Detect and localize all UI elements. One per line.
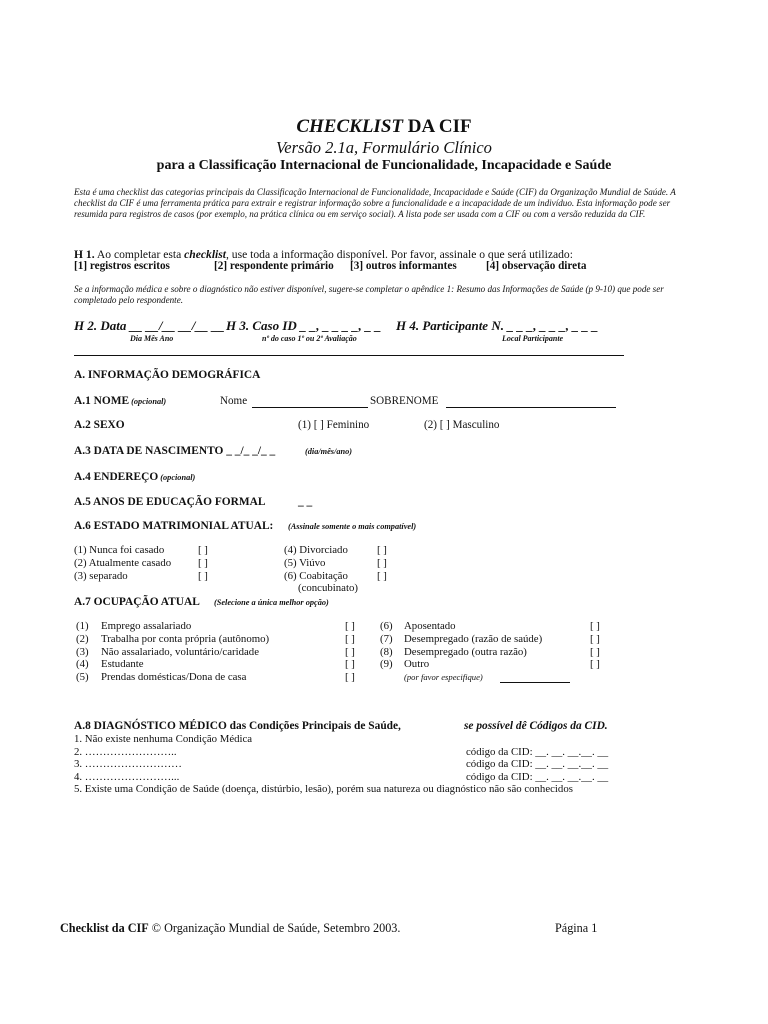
a3-note: (dia/mês/ano) (305, 447, 353, 456)
a6-checkbox-1[interactable]: [ ] (198, 544, 208, 556)
divider (74, 355, 624, 356)
a7-checkbox-3[interactable]: [ ] (345, 646, 355, 658)
a8-line-5[interactable]: 5. Existe uma Condição de Saúde (doença, distúrbio, lesão), porém sua natureza ou diagnóstico não são conhecidos (74, 783, 573, 795)
a6-checkbox-4[interactable]: [ ] (377, 544, 387, 556)
a6-checkbox-5[interactable]: [ ] (377, 557, 387, 569)
a7-option-5: Prendas domésticas/Dona de casa (101, 671, 247, 683)
a7-num-4: (4) (76, 658, 89, 670)
a7-option-6: Aposentado (404, 620, 456, 632)
a7-checkbox-4[interactable]: [ ] (345, 658, 355, 670)
a6-option-5: (5) Viúvo (284, 557, 326, 569)
a7-option-8: Desempregado (outra razão) (404, 646, 527, 658)
a7-checkbox-6[interactable]: [ ] (590, 620, 600, 632)
a7-checkbox-1[interactable]: [ ] (345, 620, 355, 632)
a2-masculino-option[interactable]: (2) [ ] Masculino (424, 419, 500, 431)
a7-checkbox-2[interactable]: [ ] (345, 633, 355, 645)
a1-nome-label: Nome (220, 395, 248, 407)
a7-num-7: (7) (380, 633, 393, 645)
a6-option-6: (6) Coabitação (284, 570, 348, 582)
a7-option-7: Desempregado (razão de saúde) (404, 633, 543, 645)
a7-note: (Selecione a única melhor opção) (214, 598, 329, 607)
a7-num-2: (2) (76, 633, 89, 645)
a1-label (74, 395, 166, 407)
a3-label[interactable]: A.3 DATA DE NASCIMENTO _ _/_ _/_ _ (74, 445, 276, 457)
a7-num-3: (3) (76, 646, 89, 658)
a7-option-4: Estudante (101, 658, 144, 670)
a5-label: A.5 ANOS DE EDUCAÇÃO FORMAL (74, 496, 266, 508)
a7-option-2: Trabalha por conta própria (autônomo) (101, 633, 270, 645)
a7-specify-label: (por favor especifique) (404, 672, 483, 682)
a8-cid-2[interactable]: código da CID: __. __. __.__. __ (466, 746, 609, 758)
page-title (0, 116, 768, 138)
a1-sobrenome-input[interactable] (446, 407, 616, 408)
a6-option-3: (3) separado (74, 570, 128, 582)
a7-checkbox-9[interactable]: [ ] (590, 658, 600, 670)
h1-label: H 1. (74, 248, 95, 261)
footer-bold: Checklist da CIF (60, 921, 149, 935)
a7-checkbox-5[interactable]: [ ] (345, 671, 355, 683)
a7-label: A.7 OCUPAÇÃO ATUAL (74, 596, 200, 608)
a7-checkbox-8[interactable]: [ ] (590, 646, 600, 658)
a2-label: A.2 SEXO (74, 419, 125, 431)
a7-checkbox-7[interactable]: [ ] (590, 633, 600, 645)
h4-participant-field[interactable]: H 4. Participante N. _ _ _, _ _ _, _ _ _ (396, 318, 599, 333)
a7-num-5: (5) (76, 671, 89, 683)
a8-line-1[interactable]: 1. Não existe nenhuma Condição Médica (74, 733, 253, 745)
a7-option-9: Outro (404, 658, 430, 670)
a8-cid-3[interactable]: código da CID: __. __. __.__. __ (466, 758, 609, 770)
a5-value-field[interactable]: _ _ (298, 496, 313, 508)
h4-sublabel: Local Participante (502, 334, 564, 343)
a1-nome-input[interactable] (252, 407, 368, 408)
a6-option-2: (2) Atualmente casado (74, 557, 172, 569)
a7-num-6: (6) (380, 620, 393, 632)
a8-line-2[interactable]: 2. …………………….. (74, 746, 177, 758)
a4-label (74, 471, 195, 483)
a1-note: (opcional) (129, 397, 167, 406)
version-subtitle: Versão 2.1a, Formulário Clínico (276, 138, 492, 157)
a8-note: se possível dê Códigos da CID. (464, 720, 608, 732)
h1-option-1[interactable]: [1] registros escritos (74, 260, 170, 272)
h1-option-2[interactable]: [2] respondente primário (214, 260, 334, 272)
a6-option-6-detail: (concubinato) (298, 582, 358, 594)
a7-num-8: (8) (380, 646, 393, 658)
title-rest: DA CIF (403, 116, 472, 137)
section-a-title: A. INFORMAÇÃO DEMOGRÁFICA (74, 369, 261, 381)
h3-case-id-field[interactable]: H 3. Caso ID _ _, _ _ _ _, _ _ (226, 318, 382, 333)
a6-note: (Assinale somente o mais compatível) (288, 522, 417, 531)
footer-copyright (60, 921, 400, 936)
a4-label-text: A.4 ENDEREÇO (74, 471, 159, 483)
a8-line-4[interactable]: 4. ……………………... (74, 771, 180, 783)
h2-date-field[interactable]: H 2. Data __ __/__ __/__ __ (74, 318, 225, 333)
a7-specify-input[interactable] (500, 682, 570, 683)
footer-rest: © Organização Mundial de Saúde, Setembro 2003. (148, 921, 401, 935)
intro-paragraph: Esta é uma checklist das categorias principais da Classificação Internacional de Funcionalidade, Incapacidade e Saúde (CIF) da Organização Mundial de Saúde. A checklist da CIF é uma ferramenta prática para extrair e registrar informação sobre a funcionalidade e a incapacidade de um indivíduo. Esta informação pode ser resumida para registros de casos (por exemplo, na prática clínica ou em serviço social). A lista pode ser usada com a CIF ou com a versão reduzida da CIF. (74, 187, 676, 220)
a6-option-1: (1) Nunca foi casado (74, 544, 165, 556)
a6-checkbox-3[interactable]: [ ] (198, 570, 208, 582)
h1-option-4[interactable]: [4] observação direta (486, 260, 587, 272)
a6-checkbox-2[interactable]: [ ] (198, 557, 208, 569)
a6-label: A.6 ESTADO MATRIMONIAL ATUAL: (74, 520, 274, 532)
h1-text-a: Ao completar esta (94, 248, 185, 261)
a4-note: (opcional) (158, 473, 196, 482)
a1-sobrenome-label: SOBRENOME (370, 395, 439, 407)
h1-option-3[interactable]: [3] outros informantes (350, 260, 457, 272)
h1-text-b: checklist (184, 248, 226, 261)
a8-line-3[interactable]: 3. ……………………… (74, 758, 182, 770)
page-number: Página 1 (555, 921, 598, 935)
a7-option-3: Não assalariado, voluntário/caridade (101, 646, 259, 658)
a1-label-text: A.1 NOME (74, 395, 130, 407)
a6-checkbox-6[interactable]: [ ] (377, 570, 387, 582)
a7-num-9: (9) (380, 658, 393, 670)
h1-text-c: , use toda a informação disponível. Por favor, assinale o que será utilizado: (226, 248, 573, 261)
a6-option-4: (4) Divorciado (284, 544, 348, 556)
a8-label: A.8 DIAGNÓSTICO MÉDICO das Condições Principais de Saúde, (74, 720, 401, 732)
title-checklist: CHECKLIST (296, 116, 404, 137)
classification-subtitle: para a Classificação Internacional de Funcionalidade, Incapacidade e Saúde (156, 158, 612, 173)
h2-sublabel: Dia Mês Ano (130, 334, 174, 343)
a7-option-1: Emprego assalariado (101, 620, 192, 632)
a8-cid-4[interactable]: código da CID: __. __. __.__. __ (466, 771, 609, 783)
h3-sublabel: nº do caso 1º ou 2º Avaliação (262, 334, 357, 343)
a2-feminino-option[interactable]: (1) [ ] Feminino (298, 419, 370, 431)
medical-info-note: Se a informação médica e sobre o diagnóstico não estiver disponível, sugere-se completar o apêndice 1: Resumo das Informações de Saúde (p 9-10) que pode ser completado pelo respondente. (74, 284, 664, 306)
a7-num-1: (1) (76, 620, 89, 632)
